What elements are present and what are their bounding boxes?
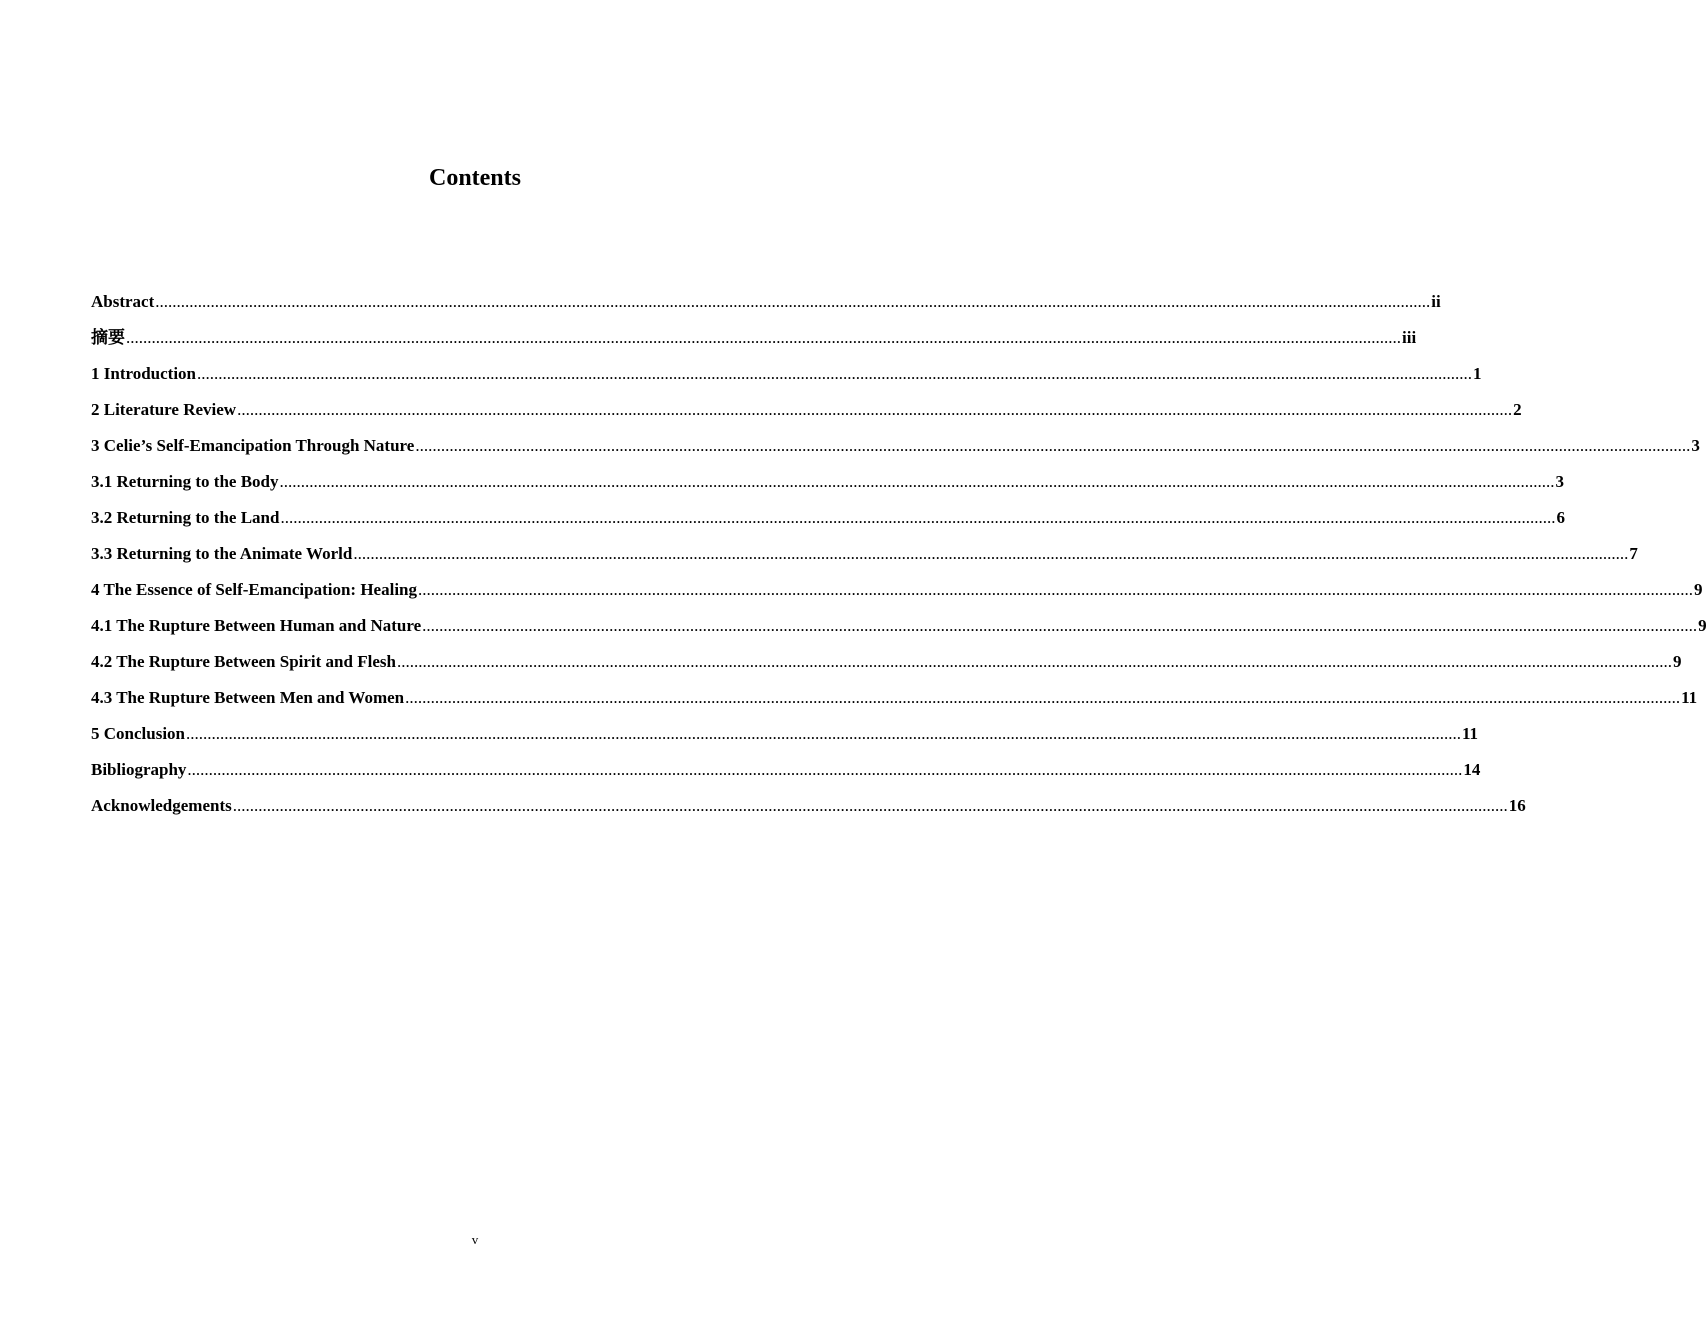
toc-entry-literature-review[interactable] xyxy=(91,398,1522,434)
toc-entry-page: 9 xyxy=(1672,652,1682,671)
toc-leader-dots: ............................................................................................................................................................................................................................................................................................................ xyxy=(187,760,1463,779)
toc-entry-page: 16 xyxy=(1508,796,1526,815)
toc-leader-dots: ............................................................................................................................................................................................................................................................................................................ xyxy=(186,724,1461,743)
toc-entry-title: 4 The Essence of Self-Emancipation: Healing xyxy=(91,580,417,599)
toc-leader-dots: ............................................................................................................................................................................................................................................................................................................ xyxy=(418,580,1693,599)
toc-entry-page: 3 xyxy=(1555,472,1564,491)
toc-leader-dots: ............................................................................................................................................................................................................................................................................................................ xyxy=(405,688,1681,707)
toc-entry-title: 4.3 The Rupture Between Men and Women xyxy=(91,688,405,707)
toc-entry-title: Bibliography xyxy=(91,760,187,779)
toc-entry-title: 4.2 The Rupture Between Spirit and Flesh xyxy=(91,652,396,671)
toc-entry-chinese-abstract[interactable] xyxy=(91,326,1417,362)
toc-entry-page: iii xyxy=(1402,328,1417,347)
toc-entry-chapter-4[interactable] xyxy=(91,578,1703,614)
toc-entry-page: 6 xyxy=(1556,508,1565,527)
toc-entry-title: Abstract xyxy=(91,292,155,311)
toc-entry-page: 7 xyxy=(1629,544,1638,563)
toc-entry-acknowledgements[interactable] xyxy=(91,794,1526,830)
toc-entry-page: 9 xyxy=(1698,616,1707,635)
toc-entry-title: 3 Celie’s Self-Emancipation Through Nature xyxy=(91,436,415,455)
toc-leader-dots: ............................................................................................................................................................................................................................................................................................................ xyxy=(280,508,1556,527)
toc-entry-title: 3.2 Returning to the Land xyxy=(91,508,280,527)
toc-entry-title: Acknowledgements xyxy=(91,796,232,815)
toc-entry-title: 4.1 The Rupture Between Human and Nature xyxy=(91,616,422,635)
toc-leader-dots: ............................................................................................................................................................................................................................................................................................................ xyxy=(415,436,1691,455)
toc-entry-title: 3.3 Returning to the Animate World xyxy=(91,544,353,563)
toc-entry-page: 2 xyxy=(1513,400,1522,419)
toc-entry-conclusion[interactable] xyxy=(91,722,1479,758)
toc-entry-section-3-3[interactable] xyxy=(91,542,1638,578)
toc-leader-dots: ............................................................................................................................................................................................................................................................................................................ xyxy=(279,472,1555,491)
toc-entry-bibliography[interactable] xyxy=(91,758,1481,794)
toc-leader-dots: ............................................................................................................................................................................................................................................................................................................ xyxy=(126,328,1401,347)
toc-leader-dots: ............................................................................................................................................................................................................................................................................................................ xyxy=(237,400,1513,419)
toc-leader-dots: ............................................................................................................................................................................................................................................................................................................ xyxy=(353,544,1629,563)
toc-entry-page: 3 xyxy=(1691,436,1700,455)
toc-entry-introduction[interactable] xyxy=(91,362,1482,398)
toc-entry-page: 1 xyxy=(1473,364,1482,383)
page-number: v xyxy=(471,1232,479,1247)
page-title: Contents xyxy=(428,165,521,191)
toc-leader-dots: ............................................................................................................................................................................................................................................................................................................ xyxy=(422,616,1698,635)
toc-entry-section-4-3[interactable] xyxy=(91,686,1698,722)
toc-entry-page: ii xyxy=(1431,292,1441,311)
toc-entry-page: 9 xyxy=(1694,580,1703,599)
toc-entry-chapter-3[interactable] xyxy=(91,434,1700,470)
toc-leader-dots: ............................................................................................................................................................................................................................................................................................................ xyxy=(232,796,1508,815)
toc-entry-title: 1 Introduction xyxy=(91,364,197,383)
toc-entry-abstract[interactable] xyxy=(91,290,1441,326)
toc-entry-section-3-1[interactable] xyxy=(91,470,1564,506)
toc-entry-section-4-1[interactable] xyxy=(91,614,1707,650)
toc-leader-dots: ............................................................................................................................................................................................................................................................................................................ xyxy=(197,364,1473,383)
table-of-contents xyxy=(91,290,1707,830)
toc-entry-page: 11 xyxy=(1462,724,1479,743)
toc-entry-page: 11 xyxy=(1681,688,1698,707)
toc-entry-page: 14 xyxy=(1463,760,1481,779)
toc-entry-section-3-2[interactable] xyxy=(91,506,1565,542)
toc-entry-title: 2 Literature Review xyxy=(91,400,237,419)
toc-entry-title: 摘要 xyxy=(91,328,125,347)
toc-entry-title: 3.1 Returning to the Body xyxy=(91,472,279,491)
toc-entry-title: 5 Conclusion xyxy=(91,724,185,743)
toc-leader-dots: ............................................................................................................................................................................................................................................................................................................ xyxy=(396,652,1672,671)
toc-entry-section-4-2[interactable] xyxy=(91,650,1682,686)
toc-leader-dots: ............................................................................................................................................................................................................................................................................................................ xyxy=(155,292,1431,311)
